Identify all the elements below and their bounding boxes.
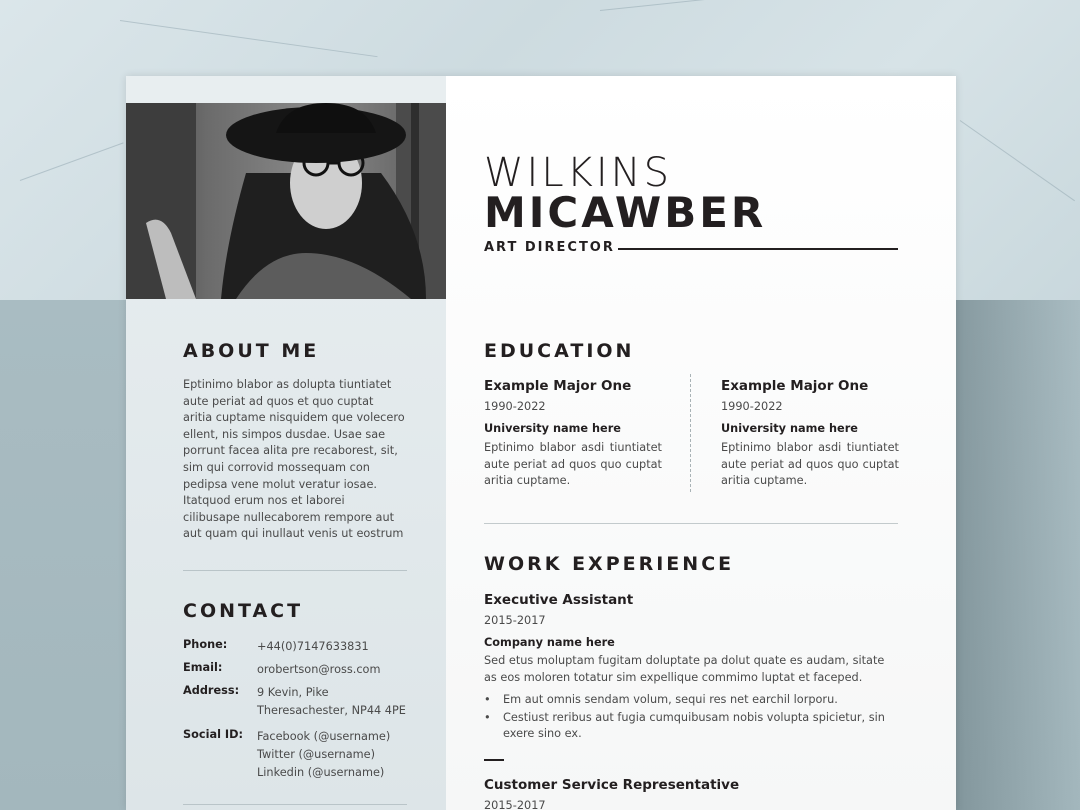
education-years: 1990-2022 [721, 400, 783, 413]
phone-label: Phone: [183, 638, 228, 651]
job-role: Executive Assistant [484, 592, 634, 608]
job-entry [484, 777, 898, 810]
job-bullets [484, 692, 898, 743]
contact-heading: CONTACT [183, 600, 304, 622]
address-label: Address: [183, 684, 240, 697]
job-bullet: • Em aut omnis sendam volum, sequi res net earchil lorporu. [484, 692, 898, 709]
job-separator [484, 759, 504, 761]
social-facebook: Facebook (@username) [257, 730, 391, 743]
main-divider [484, 523, 898, 524]
social-value [257, 728, 417, 782]
job-bullet: • Cestiust reribus aut fugia cumquibusam nobis volupta spicietur, sin exere sino ex. [484, 710, 898, 743]
social-label: Social ID: [183, 728, 243, 741]
email-label: Email: [183, 661, 223, 674]
social-twitter: Twitter (@username) [257, 748, 376, 761]
education-description: Eptinimo blabor asdi tiuntiatet aute periat ad quos quo cuptat aritia cuptame. [484, 441, 662, 488]
address-value [257, 684, 417, 720]
email-value: orobertson@ross.com [257, 663, 381, 676]
education-major: Example Major One [721, 378, 869, 394]
about-text: Eptinimo blabor as dolupta tiuntiatet aute periat ad quos et quo cuptat aritia cuptame nisquidem que volecero ellent, nis simpos dusdae. Usae sae porrunt facea alita pre recaborest, sit, sim qui corrovid mossequam con pedipsa vene molut veratur iosae. Itatquod erum nos et laborei cilibusape nullecaborem rempore aut aut quam qui inullaut venis ut eostrum [183, 378, 405, 541]
resume-page [126, 76, 956, 810]
paper-shadow [956, 300, 1080, 810]
education-dashed-divider [690, 374, 691, 492]
education-university: University name here [484, 422, 621, 435]
education-description: Eptinimo blabor asdi tiuntiatet aute periat ad quos quo cuptat aritia cuptame. [721, 441, 899, 488]
address-line: Theresachester, NP44 4PE [257, 704, 406, 717]
job-company: Company name here [484, 636, 615, 649]
education-heading: EDUCATION [484, 340, 635, 362]
sidebar-divider [183, 570, 407, 571]
portrait-photo [126, 103, 446, 299]
job-years: 2015-2017 [484, 799, 546, 810]
social-linkedin: Linkedin (@username) [257, 766, 385, 779]
address-line: 9 Kevin, Pike [257, 686, 329, 699]
phone-value: +44(0)7147633831 [257, 640, 369, 653]
work-heading: WORK EXPERIENCE [484, 553, 735, 575]
job-role: Customer Service Representative [484, 777, 740, 793]
first-name: WILKINS [484, 150, 672, 196]
job-entry [484, 592, 898, 744]
last-name: MICAWBER [484, 188, 767, 237]
education-years: 1990-2022 [484, 400, 546, 413]
job-description: Sed etus moluptam fugitam doluptate pa dolut quate es audam, sitate as eos moloren totatur sim expellique commimo luptat et faceped. [484, 654, 885, 684]
education-university: University name here [721, 422, 858, 435]
education-major: Example Major One [484, 378, 632, 394]
education-entry [484, 378, 662, 490]
title-rule [618, 248, 898, 250]
about-heading: ABOUT ME [183, 340, 320, 362]
sidebar-divider [183, 804, 407, 805]
education-entry [721, 378, 899, 490]
job-title: ART DIRECTOR [484, 240, 615, 255]
job-years: 2015-2017 [484, 614, 546, 627]
